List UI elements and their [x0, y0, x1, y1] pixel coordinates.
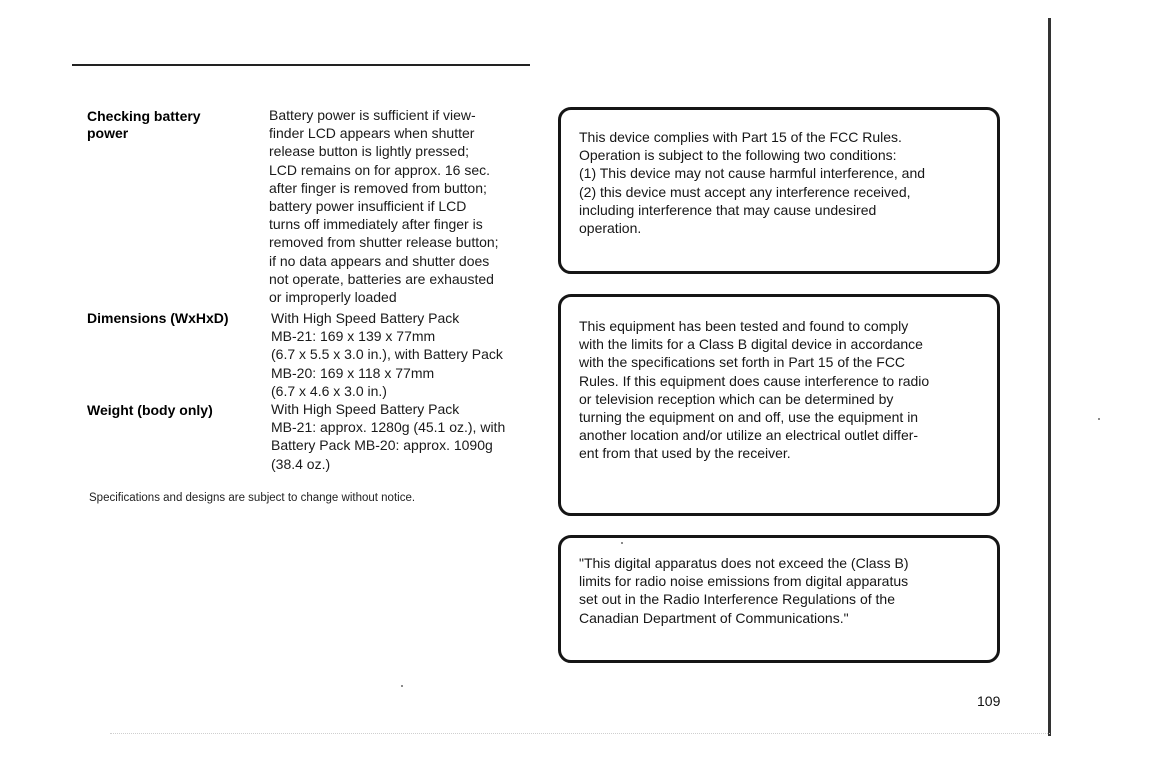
- spec-value-weight: [271, 400, 505, 473]
- spec-value-line: turns off immediately after finger is: [269, 216, 483, 233]
- spec-value-line: or improperly loaded: [269, 289, 397, 306]
- notice-line: ent from that used by the receiver.: [579, 445, 791, 462]
- spec-value-line: removed from shutter release button;: [269, 234, 499, 251]
- fcc-compliance-box: [558, 107, 1000, 274]
- notice-line: (2) this device must accept any interference received,: [579, 183, 911, 200]
- spec-value-line: With High Speed Battery Pack: [271, 401, 460, 417]
- canadian-notice-text: [579, 554, 908, 627]
- spec-label-weight: [87, 402, 213, 419]
- scan-speck: [1098, 418, 1100, 420]
- spec-value-line: (6.7 x 4.6 x 3.0 in.): [271, 382, 387, 399]
- spec-label-line: Checking battery: [87, 108, 201, 124]
- spec-label-dimensions: [87, 310, 229, 327]
- notice-line: "This digital apparatus does not exceed the (Class B): [579, 555, 909, 571]
- spec-value-line: MB-20: 169 x 118 x 77mm: [271, 364, 435, 381]
- spec-value-battery: [269, 106, 499, 306]
- spec-label-line: power: [87, 125, 129, 141]
- spec-value-line: release button is lightly pressed;: [269, 143, 469, 160]
- spec-value-line: MB-21: approx. 1280g (45.1 oz.), with: [271, 419, 506, 436]
- notice-line: set out in the Radio Interference Regulations of the: [579, 591, 895, 608]
- spec-value-line: With High Speed Battery Pack: [271, 310, 460, 326]
- page-edge-line: [1048, 18, 1051, 736]
- spec-label-battery: [87, 108, 201, 142]
- top-rule: [72, 64, 530, 66]
- notice-line: operation.: [579, 220, 642, 237]
- spec-value-line: MB-21: 169 x 139 x 77mm: [271, 328, 436, 345]
- fcc-compliance-text: [579, 128, 925, 237]
- spec-label-line: Dimensions (WxHxD): [87, 310, 229, 326]
- notice-line: including interference that may cause undesired: [579, 201, 877, 218]
- spec-value-line: after finger is removed from button;: [269, 179, 487, 196]
- class-b-equipment-box: [558, 294, 1000, 516]
- notice-line: limits for radio noise emissions from digital apparatus: [579, 573, 909, 590]
- notice-line: Rules. If this equipment does cause interference to radio: [579, 372, 930, 389]
- scan-smudge-line: [110, 733, 1050, 734]
- spec-value-dimensions: [271, 309, 503, 400]
- notice-line: with the limits for a Class B digital device in accordance: [579, 336, 923, 353]
- spec-value-line: if no data appears and shutter does: [269, 252, 490, 269]
- notice-line: Operation is subject to the following two conditions:: [579, 147, 897, 164]
- notice-line: another location and/or utilize an electrical outlet differ-: [579, 427, 919, 444]
- canadian-notice-box: [558, 535, 1000, 663]
- spec-value-line: Battery power is sufficient if view-: [269, 107, 476, 123]
- notice-line: turning the equipment on and off, use the equipment in: [579, 409, 919, 426]
- page-number: 109: [977, 693, 1001, 709]
- spec-value-line: Battery Pack MB-20: approx. 1090g: [271, 437, 493, 454]
- spec-value-line: (6.7 x 5.5 x 3.0 in.), with Battery Pack: [271, 346, 503, 363]
- spec-value-line: not operate, batteries are exhausted: [269, 270, 494, 287]
- scan-speck: [621, 542, 623, 544]
- spec-label-line: Weight (body only): [87, 402, 213, 418]
- notice-line: This equipment has been tested and found to comply: [579, 318, 909, 334]
- spec-value-line: (38.4 oz.): [271, 455, 331, 472]
- spec-value-line: LCD remains on for approx. 16 sec.: [269, 161, 490, 178]
- scan-speck: [401, 685, 403, 687]
- notice-line: This device complies with Part 15 of the FCC Rules.: [579, 129, 902, 145]
- notice-line: or television reception which can be determined by: [579, 390, 894, 407]
- spec-value-line: finder LCD appears when shutter: [269, 125, 475, 142]
- class-b-equipment-text: [579, 317, 929, 463]
- notice-line: with the specifications set forth in Part 15 of the FCC: [579, 354, 906, 371]
- specifications-note: Specifications and designs are subject to change without notice.: [89, 492, 416, 504]
- notice-line: (1) This device may not cause harmful interference, and: [579, 165, 926, 182]
- notice-line: Canadian Department of Communications.": [579, 609, 849, 626]
- spec-value-line: battery power insufficient if LCD: [269, 198, 467, 215]
